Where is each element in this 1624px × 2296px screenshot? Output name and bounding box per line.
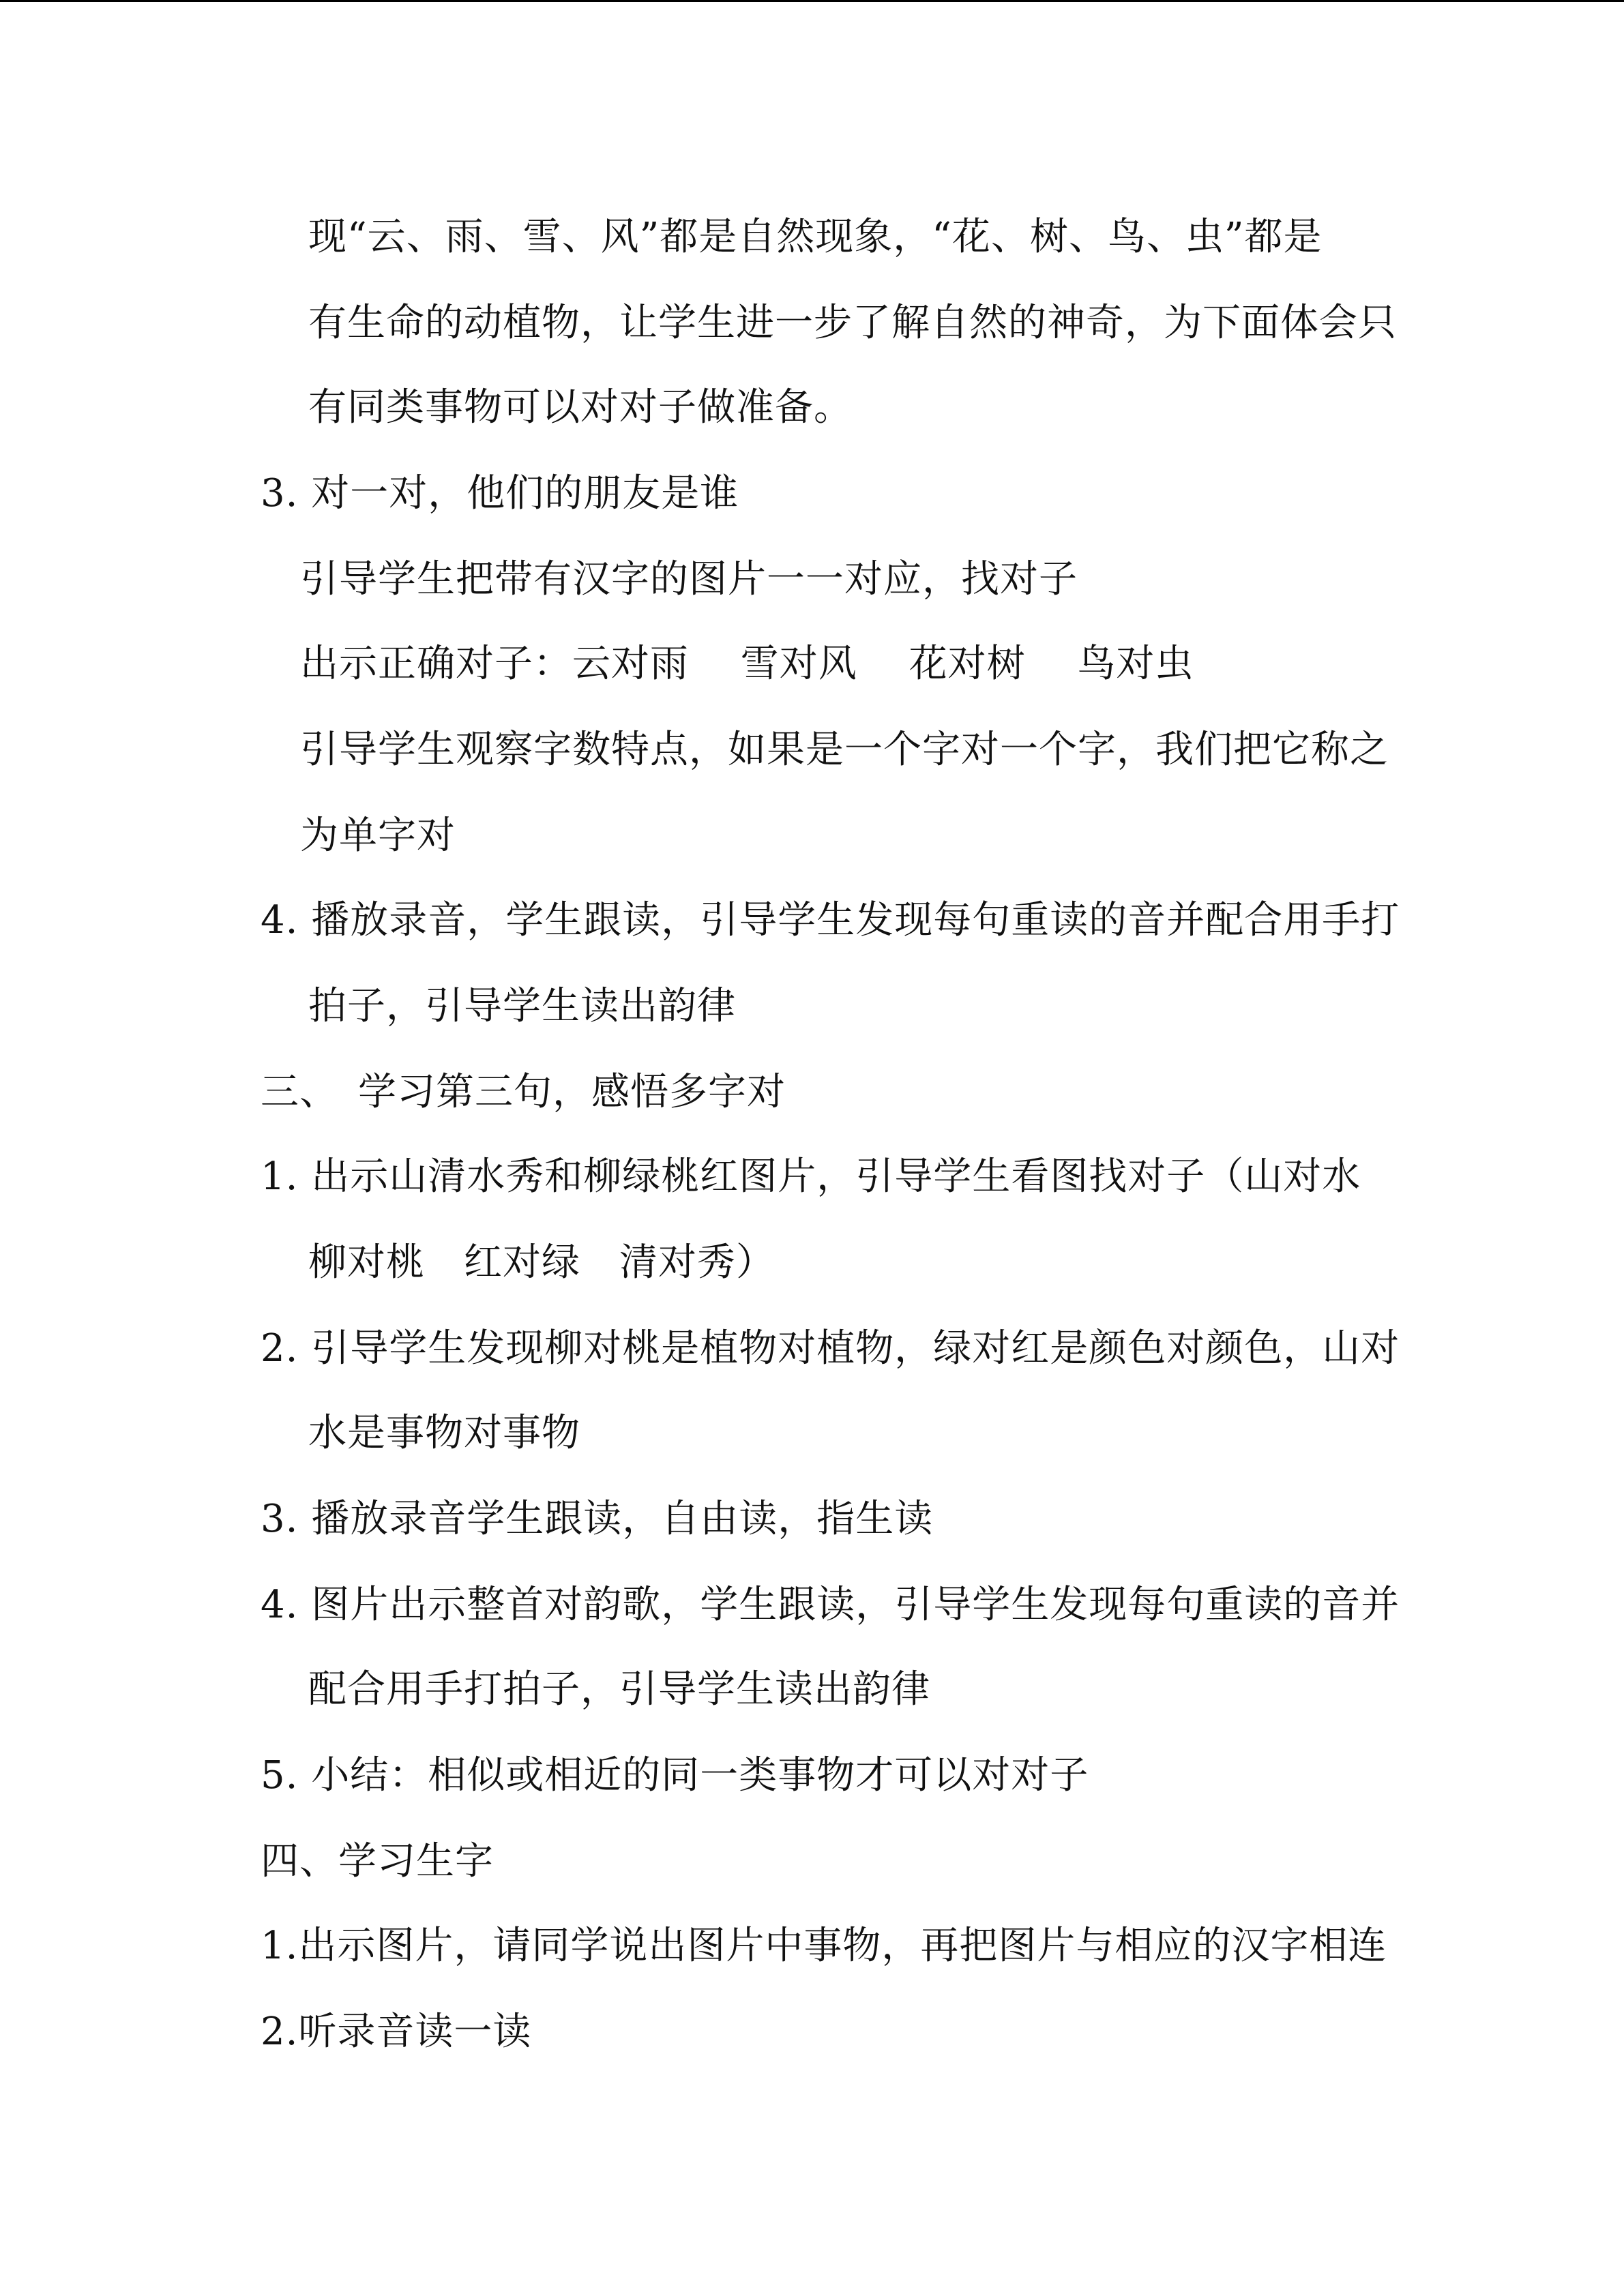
- text-line-6: 出示正确对子：云对雨 雪对风 花对树 鸟对虫: [300, 642, 1194, 686]
- text-line-7: 引导学生观察字数特点，如果是一个字对一个字，我们把它称之: [300, 728, 1389, 772]
- text-line-3: 有同类事物可以对对子做准备。: [308, 385, 853, 430]
- text-line-21: 1.出示图片，请同学说出图片中事物，再把图片与相应的汉字相连: [261, 1924, 1387, 1968]
- text-line-8: 为单字对: [300, 814, 456, 858]
- text-line-12: 1. 出示山清水秀和柳绿桃红图片，引导学生看图找对子（山对水: [261, 1154, 1361, 1199]
- text-line-13: 柳对桃 红对绿 清对秀）: [308, 1240, 775, 1285]
- text-line-11: 三、 学习第三句，感悟多字对: [261, 1070, 786, 1114]
- text-line-19: 5. 小结：相似或相近的同一类事物才可以对对子: [261, 1753, 1089, 1798]
- text-line-18: 配合用手打拍子，引导学生读出韵律: [308, 1667, 930, 1712]
- text-line-4: 3. 对一对，他们的朋友是谁: [261, 471, 739, 516]
- text-line-22: 2.听录音读一读: [261, 2010, 532, 2054]
- text-line-10: 拍子，引导学生读出韵律: [308, 984, 736, 1028]
- text-line-17: 4. 图片出示整首对韵歌，学生跟读，引导学生发现每句重读的音并: [261, 1583, 1400, 1627]
- text-line-1: 现“云、雨、雪、风”都是自然现象，“花、树、鸟、虫”都是: [308, 215, 1323, 259]
- text-line-9: 4. 播放录音，学生跟读，引导学生发现每句重读的音并配合用手打: [261, 898, 1400, 942]
- text-line-15: 水是事物对事物: [308, 1411, 580, 1455]
- text-line-20: 四、学习生字: [261, 1839, 494, 1883]
- text-line-5: 引导学生把带有汉字的图片一一对应，找对子: [300, 557, 1078, 601]
- text-line-2: 有生命的动植物，让学生进一步了解自然的神奇，为下面体会只: [308, 301, 1397, 345]
- text-line-16: 3. 播放录音学生跟读，自由读，指生读: [261, 1497, 934, 1541]
- text-line-14: 2. 引导学生发现柳对桃是植物对植物，绿对红是颜色对颜色，山对: [261, 1326, 1400, 1371]
